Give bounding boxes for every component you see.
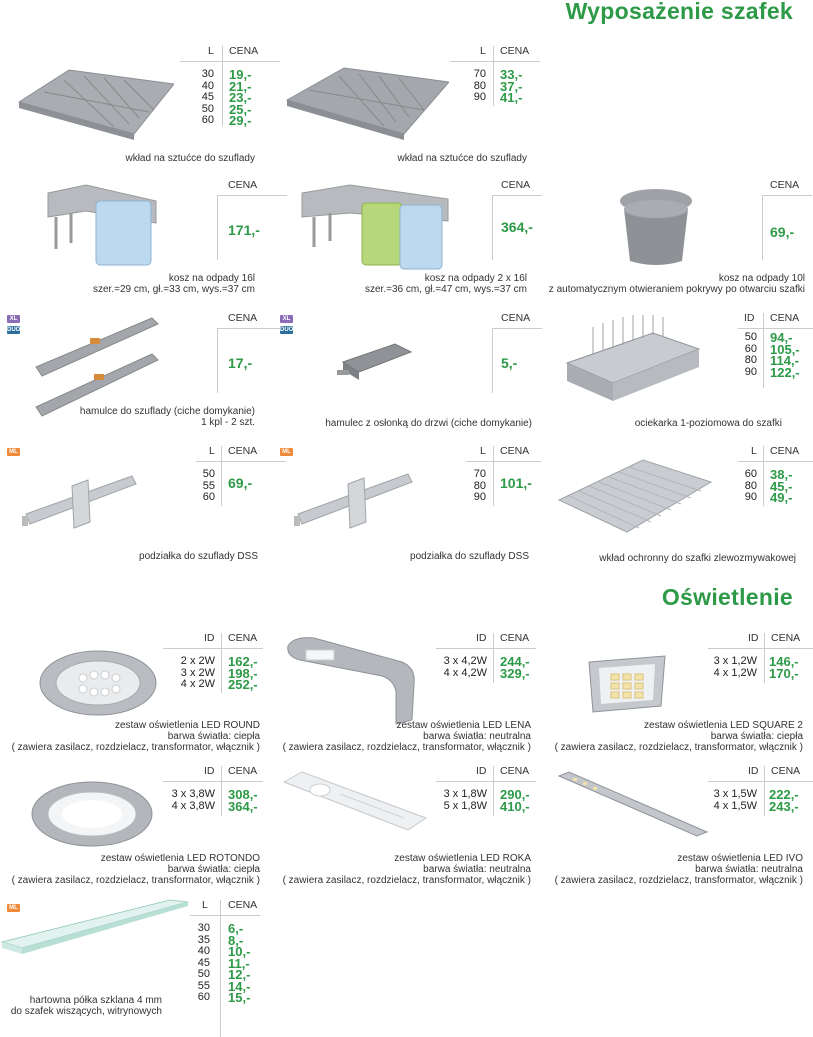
price-value: 162,- bbox=[228, 654, 258, 669]
cena-header: CENA bbox=[229, 45, 259, 57]
price-value: 243,- bbox=[769, 798, 799, 814]
cena-header: CENA bbox=[228, 632, 258, 644]
price-value: 17,- bbox=[228, 355, 253, 371]
size-value: 2 x 2W bbox=[180, 655, 215, 667]
price-value: 14,- bbox=[228, 978, 251, 994]
door-brake-caption: hamulec z osłonką do drzwi (ciche domykanie) bbox=[325, 418, 532, 429]
glass-shelf-image bbox=[0, 898, 190, 962]
size-value: 35 bbox=[197, 933, 210, 946]
id-header: ID bbox=[476, 632, 487, 644]
price-value: 8,- bbox=[228, 932, 244, 948]
size-value: 90 bbox=[744, 491, 757, 503]
dish-rack-caption: ociekarka 1-poziomowa do szafki bbox=[634, 418, 782, 429]
divider2-caption: podziałka do szuflady DSS bbox=[410, 551, 529, 562]
id-header: ID bbox=[204, 632, 215, 644]
led-roka-table bbox=[436, 766, 536, 816]
waste-bin-image bbox=[46, 183, 161, 268]
section-title-lighting: Oświetlenie bbox=[661, 584, 793, 610]
led-ivo-image bbox=[555, 770, 710, 840]
bin10-table bbox=[762, 180, 812, 260]
price-value: 170,- bbox=[769, 665, 799, 681]
divider1-table bbox=[196, 446, 286, 506]
price-value: 252,- bbox=[228, 677, 258, 692]
size-value: 50 bbox=[202, 468, 215, 480]
cena-header: CENA bbox=[501, 312, 531, 324]
cena-header: CENA bbox=[771, 765, 801, 777]
size-value: 5 x 1,8W bbox=[443, 799, 487, 812]
caption-line: hamulce do szuflady (ciche domykanie) bbox=[79, 406, 255, 417]
price-value: 94,- bbox=[770, 330, 793, 345]
ml-badge: ML bbox=[280, 448, 293, 456]
led-round-image bbox=[38, 648, 158, 718]
size-value: 3 x 2W bbox=[180, 666, 215, 679]
size-value: 60 bbox=[201, 114, 214, 126]
price-value: 19,- bbox=[229, 67, 252, 82]
bin2x16-table bbox=[492, 180, 562, 260]
glass-shelf-table bbox=[190, 899, 260, 1005]
cena-header: CENA bbox=[228, 179, 258, 191]
price-value: 171,- bbox=[228, 222, 260, 238]
door-brake-image bbox=[335, 340, 415, 385]
cena-header: CENA bbox=[770, 179, 800, 191]
price-value: 41,- bbox=[500, 90, 523, 105]
led-lena-caption bbox=[280, 720, 531, 753]
l-header: L bbox=[480, 445, 486, 457]
price-value: 101,- bbox=[500, 475, 532, 491]
bin2x16-caption bbox=[300, 273, 527, 295]
led-square-caption bbox=[552, 720, 803, 753]
xl-badge: XL bbox=[7, 315, 20, 323]
caption-line: zestaw oświetlenia LED LENA bbox=[396, 720, 531, 731]
id-header: ID bbox=[476, 765, 487, 777]
price-value: 105,- bbox=[770, 341, 800, 357]
sink-mat-table bbox=[738, 446, 813, 506]
size-value: 60 bbox=[744, 342, 757, 355]
size-value: 3 x 1,8W bbox=[443, 788, 487, 800]
size-value: 55 bbox=[197, 979, 210, 992]
size-value: 50 bbox=[744, 331, 757, 343]
cutlery2-table bbox=[450, 46, 540, 106]
door-brake-table bbox=[492, 313, 542, 393]
cutlery2-caption: wkład na sztućce do szuflady bbox=[397, 153, 527, 164]
price-value: 25,- bbox=[229, 101, 252, 117]
cena-header: CENA bbox=[228, 445, 258, 457]
price-value: 329,- bbox=[500, 665, 530, 681]
caption-line: barwa światła: ciepła bbox=[167, 864, 260, 875]
drawer-brakes-table bbox=[217, 313, 287, 393]
size-value: 40 bbox=[201, 79, 214, 92]
caption-line: ( zawiera zasilacz, rozdzielacz, transformator, włącznik ) bbox=[554, 875, 803, 886]
divider2-table bbox=[466, 446, 556, 506]
led-square-table bbox=[708, 633, 813, 683]
size-value: 90 bbox=[473, 91, 486, 103]
dish-rack-table bbox=[738, 313, 813, 388]
id-header: ID bbox=[204, 765, 215, 777]
waste-bin-10l-image bbox=[618, 183, 693, 268]
l-header: L bbox=[751, 445, 757, 457]
cena-header: CENA bbox=[771, 632, 801, 644]
led-round-table bbox=[163, 633, 263, 693]
caption-line: kosz na odpady 16l bbox=[168, 273, 255, 284]
caption-line: ( zawiera zasilacz, rozdzielacz, transformator, włącznik ) bbox=[554, 742, 803, 753]
size-value: 4 x 1,2W bbox=[713, 666, 757, 679]
size-value: 80 bbox=[744, 479, 757, 492]
cena-header: CENA bbox=[228, 765, 258, 777]
cena-header: CENA bbox=[501, 179, 531, 191]
caption-line: barwa światła: neutralna bbox=[423, 864, 531, 875]
l-header: L bbox=[208, 45, 214, 57]
size-value: 60 bbox=[197, 991, 210, 1003]
price-value: 364,- bbox=[228, 798, 258, 814]
drawer-divider-image bbox=[20, 466, 140, 541]
price-value: 12,- bbox=[228, 967, 251, 982]
cena-header: CENA bbox=[228, 312, 258, 324]
caption-line: 1 kpl - 2 szt. bbox=[201, 417, 255, 428]
caption-line: zestaw oświetlenia LED ROTONDO bbox=[100, 853, 260, 864]
cena-header: CENA bbox=[500, 45, 530, 57]
size-value: 70 bbox=[473, 468, 486, 480]
caption-line: szer.=36 cm, gł.=47 cm, wys.=37 cm bbox=[364, 284, 527, 295]
caption-line: szer.=29 cm, gł.=33 cm, wys.=37 cm bbox=[92, 284, 255, 295]
price-value: 23,- bbox=[229, 90, 252, 105]
cena-header: CENA bbox=[770, 445, 800, 457]
size-value: 60 bbox=[202, 491, 215, 503]
duo-badge: DUO bbox=[7, 327, 21, 333]
cena-header: CENA bbox=[770, 312, 800, 324]
led-round-caption bbox=[5, 720, 260, 753]
section-title-furniture: Wyposażenie szafek bbox=[565, 0, 793, 24]
size-value: 90 bbox=[744, 365, 757, 378]
sink-mat-caption: wkład ochronny do szafki zlewozmywakowej bbox=[599, 553, 796, 564]
l-header: L bbox=[480, 45, 486, 57]
caption-line: hartowna półka szklana 4 mm bbox=[29, 995, 162, 1006]
drawer-brakes-caption bbox=[50, 406, 255, 428]
ml-badge: ML bbox=[7, 448, 20, 456]
size-value: 50 bbox=[201, 102, 214, 115]
size-value: 60 bbox=[744, 468, 757, 480]
caption-line: zestaw oświetlenia LED ROUND bbox=[114, 720, 260, 731]
caption-line: barwa światła: neutralna bbox=[423, 731, 531, 742]
l-header: L bbox=[209, 445, 215, 457]
price-value: 122,- bbox=[770, 364, 800, 380]
duo-badge: DUO bbox=[280, 327, 294, 333]
led-rotondo-table bbox=[163, 766, 263, 816]
bin16-table bbox=[217, 180, 287, 260]
caption-line: ( zawiera zasilacz, rozdzielacz, transformator, włącznik ) bbox=[282, 875, 531, 886]
led-ivo-caption bbox=[552, 853, 803, 886]
led-lena-table bbox=[436, 633, 536, 683]
led-square-image bbox=[585, 652, 670, 717]
dish-rack-image bbox=[563, 313, 703, 405]
size-value: 70 bbox=[473, 68, 486, 80]
cena-header: CENA bbox=[228, 899, 258, 911]
price-value: 29,- bbox=[229, 113, 252, 128]
size-value: 3 x 1,2W bbox=[713, 655, 757, 667]
price-value: 69,- bbox=[228, 475, 253, 491]
price-value: 38,- bbox=[770, 467, 793, 482]
caption-line: zestaw oświetlenia LED IVO bbox=[677, 853, 803, 864]
id-header: ID bbox=[748, 765, 759, 777]
size-value: 40 bbox=[197, 945, 210, 957]
price-value: 15,- bbox=[228, 990, 251, 1005]
caption-line: barwa światła: ciepła bbox=[167, 731, 260, 742]
price-value: 410,- bbox=[500, 798, 530, 814]
size-value: 4 x 3,8W bbox=[171, 799, 215, 812]
size-value: 4 x 1,5W bbox=[713, 799, 757, 812]
price-value: 49,- bbox=[770, 490, 793, 505]
cena-header: CENA bbox=[500, 765, 530, 777]
size-value: 4 x 4,2W bbox=[443, 666, 487, 679]
price-value: 244,- bbox=[500, 654, 530, 669]
led-rotondo-image bbox=[30, 778, 155, 848]
price-value: 69,- bbox=[770, 224, 795, 240]
size-value: 80 bbox=[744, 354, 757, 366]
glass-shelf-caption bbox=[5, 995, 162, 1017]
led-roka-image bbox=[280, 768, 430, 838]
led-lena-image bbox=[284, 632, 419, 727]
caption-line: z automatycznym otwieraniem pokrywy po otwarciu szafki bbox=[548, 284, 805, 295]
id-header: ID bbox=[748, 632, 759, 644]
xl-badge: XL bbox=[280, 315, 293, 323]
caption-line: zestaw oświetlenia LED SQUARE 2 bbox=[644, 720, 803, 731]
size-value: 55 bbox=[202, 479, 215, 492]
led-roka-caption bbox=[280, 853, 531, 886]
caption-line: barwa światła: neutralna bbox=[695, 864, 803, 875]
size-value: 80 bbox=[473, 79, 486, 92]
price-value: 146,- bbox=[769, 654, 799, 669]
cutlery1-caption: wkład na sztućce do szuflady bbox=[125, 153, 255, 164]
ml-badge: ML bbox=[7, 904, 20, 912]
price-value: 10,- bbox=[228, 944, 251, 959]
caption-line: ( zawiera zasilacz, rozdzielacz, transformator, włącznik ) bbox=[11, 742, 260, 753]
price-value: 37,- bbox=[500, 78, 523, 94]
cutlery1-table bbox=[180, 46, 280, 126]
size-value: 90 bbox=[473, 491, 486, 503]
price-value: 290,- bbox=[500, 787, 530, 802]
divider1-caption: podziałka do szuflady DSS bbox=[139, 551, 258, 562]
size-value: 45 bbox=[201, 91, 214, 103]
drawer-divider-image bbox=[292, 466, 417, 541]
size-value: 30 bbox=[201, 68, 214, 80]
cena-header: CENA bbox=[500, 632, 530, 644]
drawer-brake-image bbox=[32, 312, 160, 417]
l-header: L bbox=[202, 899, 208, 911]
price-value: 33,- bbox=[500, 67, 523, 82]
price-value: 5,- bbox=[501, 355, 518, 371]
caption-line: barwa światła: ciepła bbox=[710, 731, 803, 742]
price-value: 198,- bbox=[228, 665, 258, 681]
price-value: 222,- bbox=[769, 787, 799, 802]
led-rotondo-caption bbox=[5, 853, 260, 886]
size-value: 30 bbox=[197, 922, 210, 934]
bin10-caption bbox=[540, 273, 805, 295]
size-value: 3 x 4,2W bbox=[443, 655, 487, 667]
size-value: 3 x 1,5W bbox=[713, 788, 757, 800]
caption-line: kosz na odpady 10l bbox=[718, 273, 805, 284]
cutlery-tray-image bbox=[284, 62, 449, 142]
double-waste-bin-image bbox=[300, 183, 450, 273]
size-value: 50 bbox=[197, 968, 210, 980]
caption-line: do szafek wiszących, witrynowych bbox=[10, 1006, 162, 1017]
price-value: 364,- bbox=[501, 219, 533, 235]
size-value: 3 x 3,8W bbox=[171, 788, 215, 800]
led-ivo-table bbox=[708, 766, 813, 816]
bin16-caption bbox=[50, 273, 255, 295]
price-value: 308,- bbox=[228, 787, 258, 802]
size-value: 80 bbox=[473, 479, 486, 492]
size-value: 4 x 2W bbox=[180, 678, 215, 690]
cutlery-tray-image bbox=[14, 62, 174, 142]
caption-line: zestaw oświetlenia LED ROKA bbox=[394, 853, 531, 864]
sink-mat-image bbox=[555, 456, 715, 536]
cena-header: CENA bbox=[500, 445, 530, 457]
size-value: 45 bbox=[197, 956, 210, 969]
caption-line: kosz na odpady 2 x 16l bbox=[424, 273, 527, 284]
price-value: 11,- bbox=[228, 955, 250, 971]
caption-line: ( zawiera zasilacz, rozdzielacz, transformator, włącznik ) bbox=[282, 742, 531, 753]
price-value: 6,- bbox=[228, 921, 244, 936]
id-header: ID bbox=[744, 312, 755, 324]
caption-line: ( zawiera zasilacz, rozdzielacz, transformator, włącznik ) bbox=[11, 875, 260, 886]
price-value: 114,- bbox=[770, 353, 799, 368]
price-value: 45,- bbox=[770, 478, 793, 494]
price-value: 21,- bbox=[229, 78, 252, 94]
